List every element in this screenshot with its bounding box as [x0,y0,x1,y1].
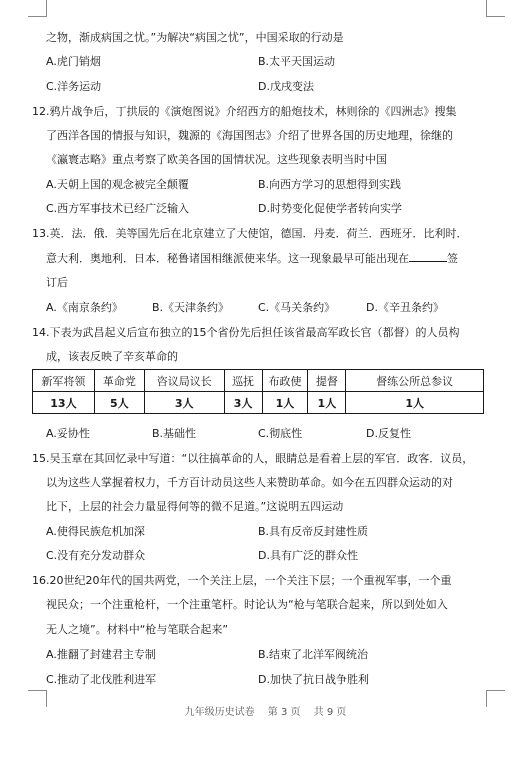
q15-stem-line-1: 15.吴玉章在其回忆录中写道：“以往搞革命的人，眼睛总是看着上层的军官．政客．议员， [32,452,474,465]
q16-stem-line-2: 视民众；一个注重枪杆，一个注重笔杆。时论认为“枪与笔联合起来，所以到处如入 [46,598,448,611]
q13-option-d: D.《辛丑条约》 [366,301,444,314]
q15-option-d: D.具有广泛的群众性 [258,549,358,562]
q12-stem-line-3: 《瀛寰志略》重点考察了欧美各国的国情状况。这些现象表明当时中国 [46,153,387,166]
page-footer: 九年级历史试卷 第 3 页 共 9 页 [184,707,347,718]
q15-option-c: C.没有充分发动群众 [46,549,146,562]
governors-table [32,369,484,414]
q16-stem-line-1: 16.20世纪20年代的国共两党，一个关注上层，一个关注下层；一个重视军事，一个重 [32,574,452,587]
answer-blank [409,251,447,262]
q13-stem-line-2 [46,251,458,266]
q15-stem-line-3: 比下，上层的社会力量显得何等的微不足道。”这说明五四运动 [46,500,344,513]
q13-stem-text-end: 签 [447,252,458,265]
q13-option-b: B.《天津条约》 [152,301,230,314]
table-header-cell: 新军将领 [33,370,95,392]
q11-option-a: A.虎门销烟 [46,55,101,68]
table-cell: 3人 [144,392,224,414]
q12-option-b: B.向西方学习的思想得到实践 [258,178,402,191]
table-cell: 1人 [308,392,346,414]
q12-stem-line-1: 12.鸦片战争后，丁拱辰的《演炮图说》介绍西方的船炮技术，林则徐的《四洲志》搜集 [32,105,457,118]
q14-stem-line-2: 成，该表反映了辛亥革命的 [46,350,178,363]
q16-option-d: D.加快了抗日战争胜利 [258,673,369,686]
q14-option-a: A.妥协性 [46,427,90,440]
q11-option-c: C.洋务运动 [46,80,102,93]
crop-mark-top-right [486,0,505,17]
table-row [33,392,484,414]
q13-stem-line-1: 13.英．法．俄．美等国先后在北京建立了大使馆，德国．丹麦．荷兰．西班牙．比利时． [32,227,468,240]
crop-mark-top-left [28,0,47,17]
q11-option-d: D.戊戌变法 [258,80,314,93]
table-header-cell: 巡抚 [224,370,262,392]
q13-option-c: C.《马关条约》 [258,301,336,314]
q14-option-b: B.基础性 [152,427,197,440]
table-cell: 13人 [33,392,95,414]
q16-option-a: A.推翻了封建君主专制 [46,648,156,661]
table-cell: 5人 [94,392,144,414]
table-header-row [33,370,484,392]
table-header-cell: 革命党 [94,370,144,392]
q15-option-a: A.使得民族危机加深 [46,525,145,538]
q14-option-d: D.反复性 [366,427,411,440]
q12-option-a: A.天朝上国的观念被完全颠覆 [46,178,189,191]
q11-stem-tail: 之物，渐成病国之忧。”为解决“病国之忧”，中国采取的行动是 [46,31,344,44]
q12-option-c: C.西方军事技术已经广泛输入 [46,202,190,215]
q15-option-b: B.具有反帝反封建性质 [258,525,369,538]
q12-stem-line-2: 了西洋各国的情报与知识，魏源的《海国图志》介绍了世界各国的历史地理，徐继的 [46,129,453,142]
q11-option-b: B.太平天国运动 [258,55,336,68]
table-cell: 1人 [346,392,484,414]
q15-stem-line-2: 以为这些人掌握着权力，千方百计动员这些人来赞助革命。如今在五四群众运动的对 [46,476,453,489]
q16-stem-line-3: 无人之境”。材料中“枪与笔联合起来” [46,623,229,636]
q13-option-a: A.《南京条约》 [46,301,123,314]
q13-stem-text: 意大利．奥地利．日本．秘鲁诸国相继派使来华。这一现象最早可能出现在 [46,252,409,265]
table-header-cell: 提督 [308,370,346,392]
q14-option-c: C.彻底性 [258,427,303,440]
q14-stem-line-1: 14.下表为武昌起义后宣布独立的15个省份先后担任该省最高军政长官（都督）的人员构 [32,326,460,339]
table-cell: 3人 [224,392,262,414]
table-header-cell: 督练公所总参议 [346,370,484,392]
q16-option-c: C.推动了北伐胜利进军 [46,673,157,686]
q13-stem-line-3: 订后 [46,276,68,289]
table-header-cell: 咨议局议长 [144,370,224,392]
q16-option-b: B.结束了北洋军阀统治 [258,648,369,661]
table-cell: 1人 [262,392,308,414]
table-header-cell: 布政使 [262,370,308,392]
q12-option-d: D.时势变化促使学者转向实学 [258,202,402,215]
